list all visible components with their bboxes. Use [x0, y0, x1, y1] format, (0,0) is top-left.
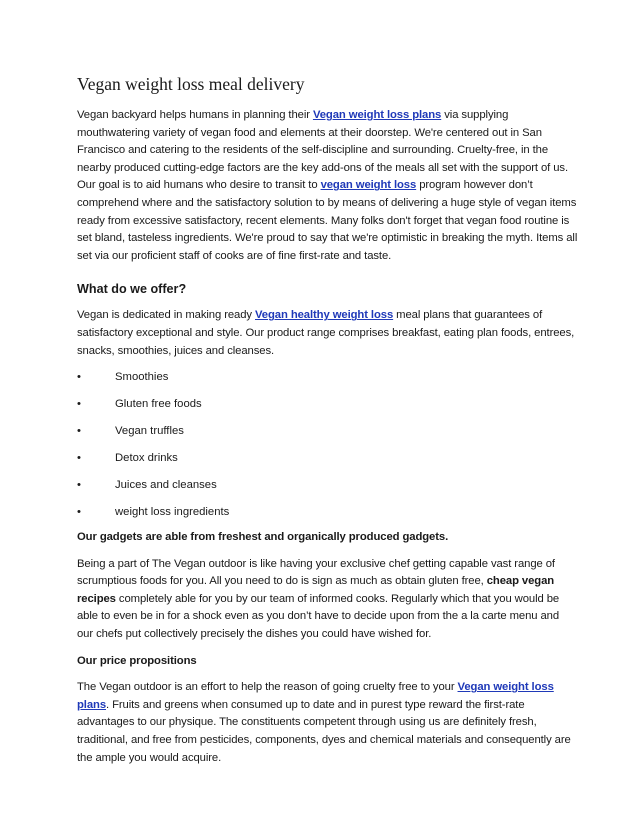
offer-text-1: Vegan is dedicated in making ready — [77, 309, 255, 322]
vegan-weight-loss-plans-link-2[interactable]: Vegan weight loss plans — [77, 681, 554, 711]
chef-text-1: Being a part of The Vegan outdoor is like having your exclusive chef getting capable vast range of scrumptious foods for you. All you need to do is sign as much as obtain gluten free, — [77, 557, 555, 588]
price-propositions-subheading: Our price propositions — [77, 654, 197, 667]
cheap-vegan-recipes-bold: cheap vegan recipes — [77, 575, 555, 605]
bullet-icon: • — [77, 425, 81, 438]
chef-paragraph — [77, 556, 578, 644]
chef-text-2: completely able for you by our team of informed cooks. Regularly which that you would be able to even be in for a shock even as you don’t have to decide upon from the a la carte menu and our chefs put collectively precisely the dishes you could have wished for. — [77, 592, 560, 640]
intro-text-3: program however don’t comprehend where and the satisfactory solution to by means of delivering a huge style of vegan items ready from excessive satisfactory, recent elements. Many folks don't forget that vegan food routine is set bland, tasteless ingredients. We're proud to say that we're optimistic in breaking the myth. Items all set via our proficient staff of cooks are of fine first-rate and taste. — [77, 179, 578, 262]
list-item-label: Juices and cleanses — [115, 479, 217, 492]
offer-heading: What do we offer? — [77, 282, 187, 297]
vegan-weight-loss-plans-link[interactable]: Vegan weight loss plans — [312, 109, 442, 121]
list-item-label: Gluten free foods — [115, 398, 202, 411]
intro-text-1: Vegan backyard helps humans in planning their — [77, 109, 313, 121]
bullet-icon: • — [77, 371, 81, 384]
list-item-label: Detox drinks — [115, 452, 178, 465]
intro-paragraph — [77, 107, 578, 265]
vegan-weight-loss-link[interactable]: vegan weight loss — [320, 179, 417, 192]
freshest-subheading: Our gadgets are able from freshest and organically produced gadgets. — [77, 531, 449, 544]
bullet-icon: • — [77, 506, 81, 519]
price-text-1: The Vegan outdoor is an effort to help the reason of going cruelty free to your — [77, 681, 458, 694]
vegan-healthy-weight-loss-link[interactable]: Vegan healthy weight loss — [255, 309, 394, 322]
list-item — [77, 396, 578, 414]
list-item — [77, 504, 578, 522]
bullet-icon: • — [77, 479, 81, 492]
bullet-icon: • — [77, 452, 81, 465]
list-item — [77, 369, 578, 387]
bullet-icon: • — [77, 398, 81, 411]
list-item — [77, 477, 578, 495]
price-text-2: . Fruits and greens when consumed up to date and in purest type reward the first-rate advantages to our physique. The constituents competent through using us are definitely fresh, traditional, and free from pesticides, components, dyes and chemical materials and consequently are the ample you would acquire. — [77, 698, 571, 764]
list-item-label: weight loss ingredients — [115, 506, 230, 519]
document-title: Vegan weight loss meal delivery — [77, 74, 305, 94]
list-item-label: Vegan truffles — [115, 425, 184, 438]
price-paragraph — [77, 679, 578, 767]
intro-text-2: via supplying mouthwatering variety of vegan food and elements at their doorstep. We're centered out in San Francisco and catering to the residents of the self-discipline and surrounding. Cruelty-free, in the nearby produced cutting-edge factors are the key add-ons of the meals all set with the support of us. Our goal is to aid humans who desire to transit to — [77, 109, 569, 192]
product-list — [77, 369, 578, 522]
list-item-label: Smoothies — [115, 371, 169, 384]
offer-paragraph — [77, 307, 578, 360]
offer-text-2: meal plans that guarantees of satisfactory exceptional and style. Our product range comprises breakfast, eating plan foods, entrees, snacks, smoothies, juices and cleanses. — [77, 309, 575, 357]
list-item — [77, 423, 578, 441]
list-item — [77, 450, 578, 468]
